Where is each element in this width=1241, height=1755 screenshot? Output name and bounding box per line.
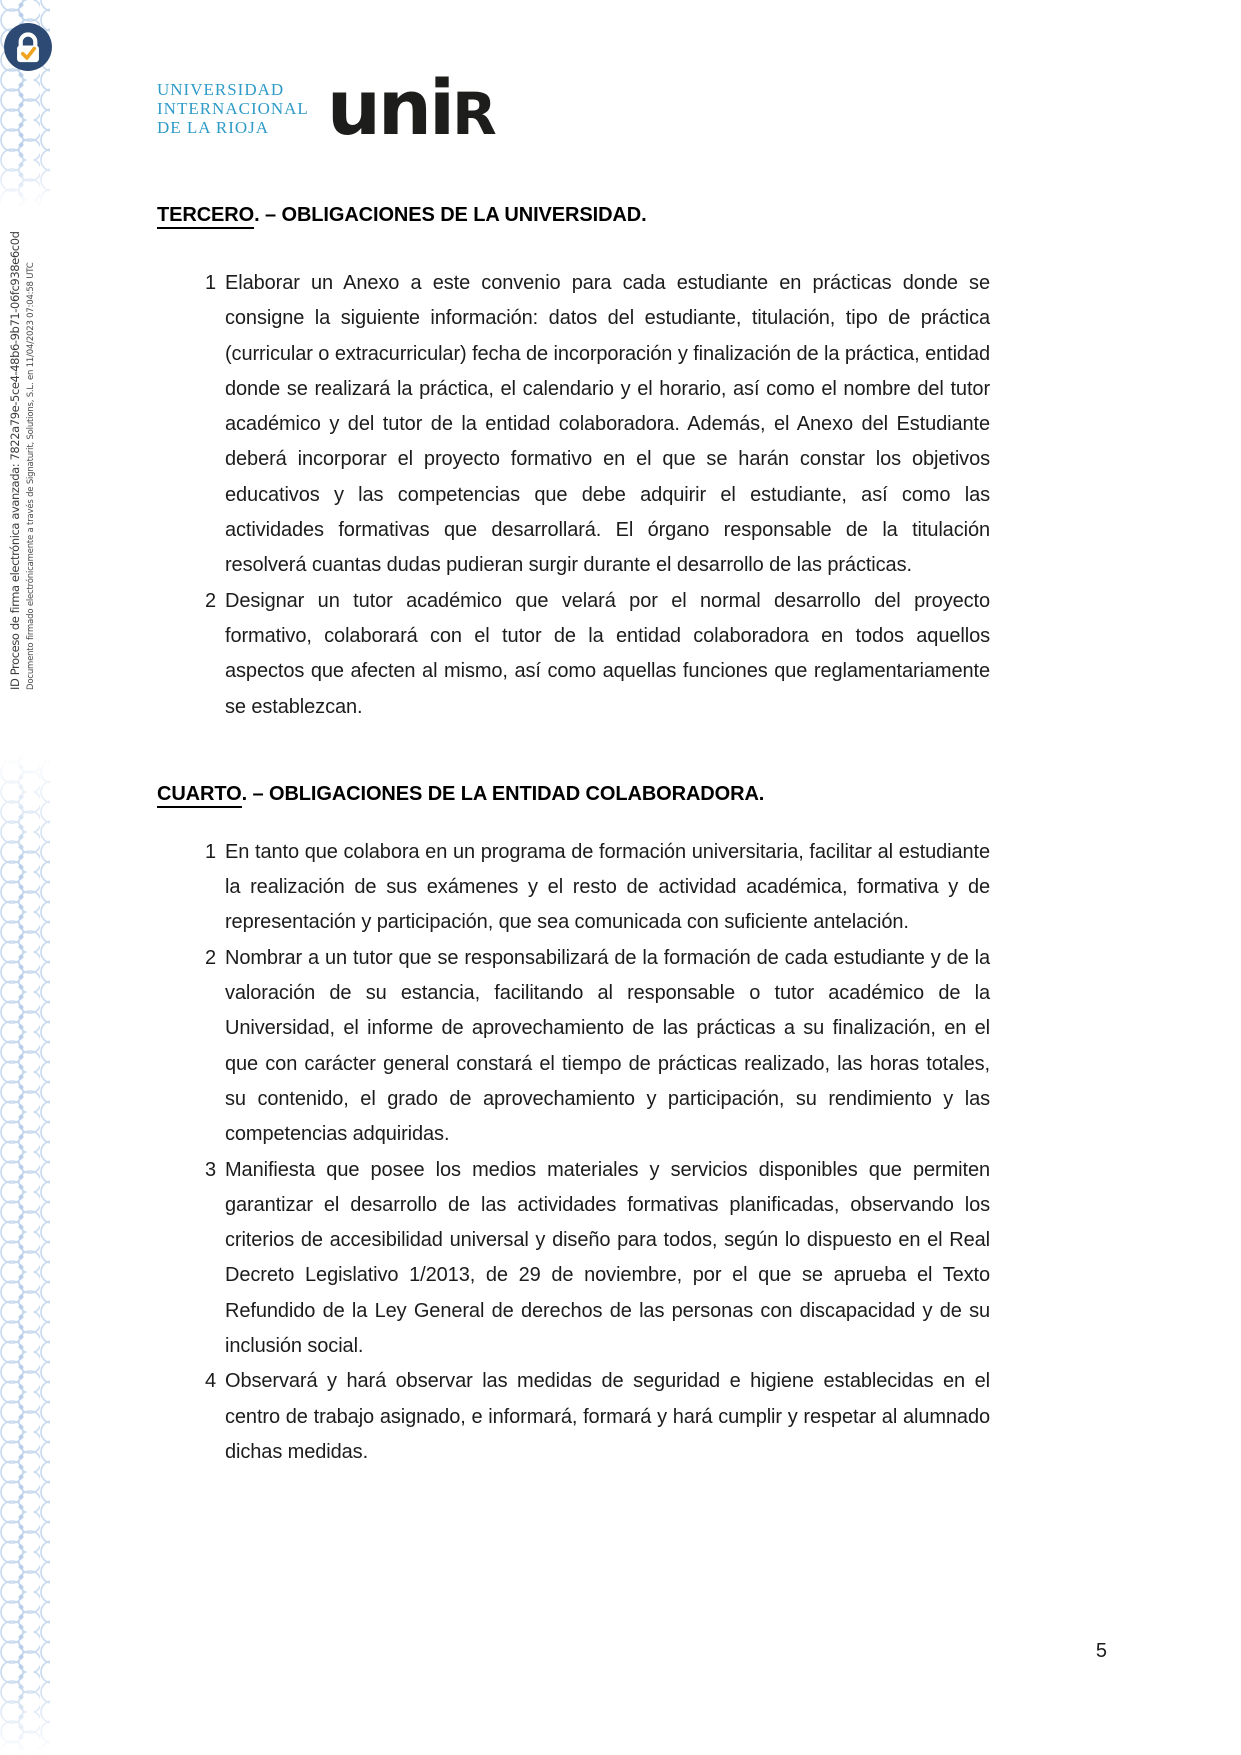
item-number: 4 bbox=[205, 1370, 217, 1393]
section-cuarto bbox=[157, 781, 990, 1470]
signature-sidebar bbox=[8, 185, 36, 690]
item-number: 2 bbox=[205, 946, 217, 969]
signature-lock-badge bbox=[3, 22, 53, 72]
item-text: Manifiesta que posee los medios materiales y servicios disponibles que permiten garantizar el desarrollo de las actividades formativas planificadas, observando los criterios de accesibilidad universal y diseño para todos, según lo dispuesto en el Real Decreto Legislativo 1/2013, de 29 de noviembre, por el que se aprueba el Texto Refundido de la Ley General de derechos de las personas con discapacidad y de su inclusión social. bbox=[225, 1158, 990, 1358]
section-tercero-title bbox=[157, 202, 990, 228]
section-cuarto-items bbox=[157, 835, 990, 1470]
item-text: Elaborar un Anexo a este convenio para cada estudiante en prácticas donde se consigne la siguiente información: datos del estudiante, titulación, tipo de práctica (curricular o extracurricular) fecha de incorporación y finalización de la práctica, entidad donde se realizará la práctica, el calendario y el horario, así como el nombre del tutor académico y del tutor de la entidad colaboradora. Además, el Anexo del Estudiante deberá incorporar el proyecto formativo en el que se harán constar los objetivos educativos y las competencias que debe adquirir el estudiante, así como las actividades formativas que desarrollará. El órgano responsable de la titulación resolverá cuantas dudas pudieran surgir durante el desarrollo de las prácticas. bbox=[225, 272, 990, 577]
ring-chain-pattern-bottom bbox=[0, 752, 50, 1755]
list-item bbox=[157, 584, 990, 725]
document-content bbox=[157, 202, 990, 1470]
section-tercero-title-rest: . – OBLIGACIONES DE LA UNIVERSIDAD. bbox=[254, 204, 647, 226]
university-name-line2: INTERNACIONAL bbox=[157, 99, 309, 118]
signature-id-text: ID Proceso de firma electrónica avanzada: 7822a79e-5ce4-48b6-9b71-06fc938e6c0d bbox=[8, 231, 22, 690]
item-text: Observará y hará observar las medidas de seguridad e higiene establecidas en el centro de trabajo asignado, e informará, formará y hará cumplir y respetar al alumnado dichas medidas. bbox=[225, 1370, 990, 1463]
section-cuarto-title-rest: . – OBLIGACIONES DE LA ENTIDAD COLABORADORA. bbox=[241, 782, 765, 805]
university-name bbox=[157, 80, 309, 137]
list-item bbox=[157, 1364, 990, 1470]
page-number: 5 bbox=[1095, 1640, 1107, 1662]
signature-info-text: Documento firmado electrónicamente a través de Signaturit, Solutions, S.L. en 11/04/2023 07:04:58 UTC bbox=[26, 262, 36, 690]
university-name-line1: UNIVERSIDAD bbox=[157, 80, 285, 99]
section-cuarto-title bbox=[157, 781, 990, 807]
section-tercero bbox=[157, 202, 990, 725]
item-number: 1 bbox=[205, 272, 217, 294]
section-tercero-title-lead: TERCERO bbox=[157, 204, 254, 229]
signature-lock-icon bbox=[3, 22, 53, 72]
item-number: 3 bbox=[205, 1158, 217, 1181]
unir-wordmark bbox=[326, 63, 494, 152]
section-cuarto-title-lead: CUARTO bbox=[157, 783, 242, 808]
list-item bbox=[157, 835, 990, 941]
item-number: 2 bbox=[205, 589, 217, 612]
unir-logo bbox=[157, 63, 494, 152]
list-item bbox=[157, 266, 990, 584]
item-number: 1 bbox=[205, 840, 217, 863]
item-text: Designar un tutor académico que velará por el normal desarrollo del proyecto formativo, colaborará con el tutor de la entidad colaboradora en todos aquellos aspectos que afecten al mismo, así como aquellas funciones que reglamentariamente se establezcan. bbox=[225, 589, 990, 718]
ring-chain-svg-bottom bbox=[0, 752, 50, 1755]
unir-wordmark-uni: uni bbox=[326, 63, 453, 152]
university-name-line3: DE LA RIOJA bbox=[157, 118, 270, 137]
list-item bbox=[157, 941, 990, 1153]
item-text: En tanto que colabora en un programa de formación universitaria, facilitar al estudiante la realización de sus exámenes y el resto de actividad académica, formativa y de representación y participación, que sea comunicada con suficiente antelación. bbox=[225, 840, 990, 934]
unir-wordmark-r: R bbox=[452, 80, 494, 148]
section-tercero-items bbox=[157, 266, 990, 725]
list-item bbox=[157, 1153, 990, 1365]
item-text: Nombrar a un tutor que se responsabilizará de la formación de cada estudiante y de la valoración de su estancia, facilitando al responsable o tutor académico de la Universidad, el informe de aprovechamiento de las prácticas a su finalización, en el que con carácter general constará el tiempo de prácticas realizado, las horas totales, su contenido, el grado de aprovechamiento y participación, su rendimiento y las competencias adquiridas. bbox=[225, 946, 990, 1146]
